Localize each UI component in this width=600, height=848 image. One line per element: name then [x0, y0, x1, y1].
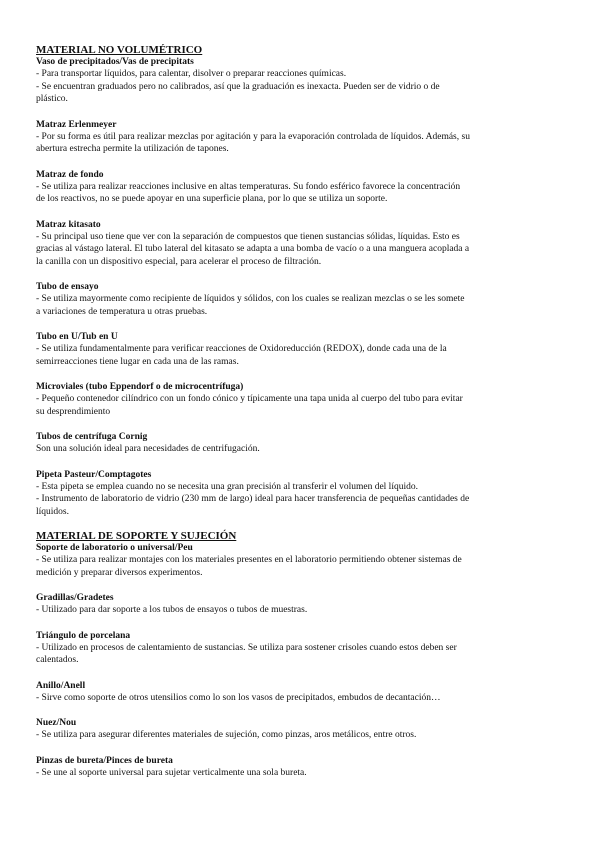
description-line: plástico. — [36, 94, 68, 104]
material-name: Matraz de fondo — [36, 169, 104, 180]
description-line: - Se une al soporte universal para sujetar verticalmente una sola bureta. — [36, 767, 307, 778]
description-line: - Utilizado para dar soporte a los tubos de ensayos o tubos de muestras. — [36, 605, 308, 615]
description-line: - Se encuentran graduados pero no calibrados, así que la graduación es inexacta. Pueden ser de vidrio o de — [36, 81, 440, 92]
material-name: Vaso de precipitados/Vas de precipitats — [36, 57, 194, 67]
description-line: - Esta pipeta se emplea cuando no se necesita una gran precisión al transferir el volumen del líquido. — [36, 481, 418, 492]
description-line: líquidos. — [36, 506, 69, 517]
material-name: Tubo de ensayo — [36, 282, 99, 292]
description-line: su desprendimiento — [36, 406, 111, 417]
material-name: Pipeta Pasteur/Comptagotes — [36, 469, 152, 480]
material-name: Tubo en U/Tub en U — [36, 332, 118, 342]
material-entry — [36, 281, 566, 318]
description-line: - Se utiliza para realizar reacciones inclusive en altas temperaturas. Su fondo esférico favorece la concentración — [36, 181, 461, 192]
description-line: gracias al vástago lateral. El tubo lateral del kitasato se adapta a una bomba de vacío o a una manguera acoplada a — [36, 244, 470, 254]
description-line: - Se utiliza fundamentalmente para verificar reacciones de Oxidoreducción (REDOX), donde cada una de la — [36, 344, 447, 354]
description-line: - Se utiliza para asegurar diferentes materiales de sujeción, como pinzas, aros metálicos, entre otros. — [36, 730, 417, 740]
material-entry — [36, 56, 566, 106]
material-entry — [36, 119, 566, 156]
description-line: la canilla con un dispositivo especial, para acelerar el proceso de filtración. — [36, 256, 322, 267]
material-entry — [36, 469, 566, 519]
material-entry — [36, 542, 566, 579]
material-name: Triángulo de porcelana — [36, 630, 131, 641]
material-entry — [36, 592, 566, 617]
description-line: - Pequeño contenedor cilíndrico con un fondo cónico y típicamente una tapa unida al cuerpo del tubo para evitar — [36, 394, 463, 404]
description-line: de los reactivos, no se puede apoyar en una superficie plana, por lo que se utiliza un soporte. — [36, 194, 388, 204]
description-line: - Se utiliza mayormente como recipiente de líquidos y sólidos, con los cuales se realizan mezclas o se les somete — [36, 294, 465, 304]
material-name: Anillo/Anell — [36, 680, 86, 691]
section-title: MATERIAL NO VOLUMÉTRICO — [36, 44, 203, 56]
material-name: Microviales (tubo Eppendorf o de microcentrífuga) — [36, 382, 244, 392]
description-line: - Utilizado en procesos de calentamiento de sustancias. Se utiliza para sostener crisoles cuando estos deben ser — [36, 642, 457, 653]
section — [36, 45, 566, 518]
material-name: Tubos de centrífuga Cornig — [36, 432, 148, 442]
description-line: semirreacciones tiene lugar en cada una de las ramas. — [36, 356, 239, 367]
material-entry — [36, 219, 566, 269]
material-entry — [36, 169, 566, 206]
material-entry — [36, 630, 566, 667]
document-content — [36, 45, 566, 792]
description-line: abertura estrecha permite la utilización de tapones. — [36, 144, 229, 154]
description-line: Son una solución ideal para necesidades de centrifugación. — [36, 444, 260, 454]
material-entry — [36, 331, 566, 368]
material-name: Nuez/Nou — [36, 718, 77, 728]
material-entry — [36, 381, 566, 418]
material-name: Gradillas/Gradetes — [36, 593, 114, 603]
description-line: - Instrumento de laboratorio de vidrio (230 mm de largo) ideal para hacer transferencia de pequeñas cantidades de — [36, 494, 470, 504]
material-name: Pinzas de bureta/Pinces de bureta — [36, 755, 173, 766]
material-entry — [36, 717, 566, 742]
description-line: a variaciones de temperatura u otras pruebas. — [36, 306, 208, 317]
description-line: - Por su forma es útil para realizar mezclas por agitación y para la evaporación controlada de líquidos. Además, su — [36, 131, 470, 142]
section — [36, 531, 566, 779]
description-line: - Para transportar líquidos, para calentar, disolver o preparar reacciones químicas. — [36, 69, 347, 79]
description-line: medición y preparar diversos experimentos. — [36, 567, 203, 578]
material-entry — [36, 755, 566, 780]
section-title: MATERIAL DE SOPORTE Y SUJECIÓN — [36, 530, 237, 542]
material-entry — [36, 431, 566, 456]
description-line: - Se utiliza para realizar montajes con los materiales presentes en el laboratorio permitiendo obtener sistemas de — [36, 555, 462, 565]
description-line: - Sirve como soporte de otros utensilios como lo son los vasos de precipitados, embudos de decantación… — [36, 692, 441, 703]
material-name: Soporte de laboratorio o universal/Peu — [36, 543, 193, 553]
description-line: - Su principal uso tiene que ver con la separación de compuestos que tienen sustancias sólidas, líquidas. Esto es — [36, 231, 460, 242]
description-line: calentados. — [36, 655, 79, 665]
material-entry — [36, 680, 566, 705]
material-name: Matraz Erlenmeyer — [36, 119, 117, 130]
material-name: Matraz kitasato — [36, 219, 101, 230]
